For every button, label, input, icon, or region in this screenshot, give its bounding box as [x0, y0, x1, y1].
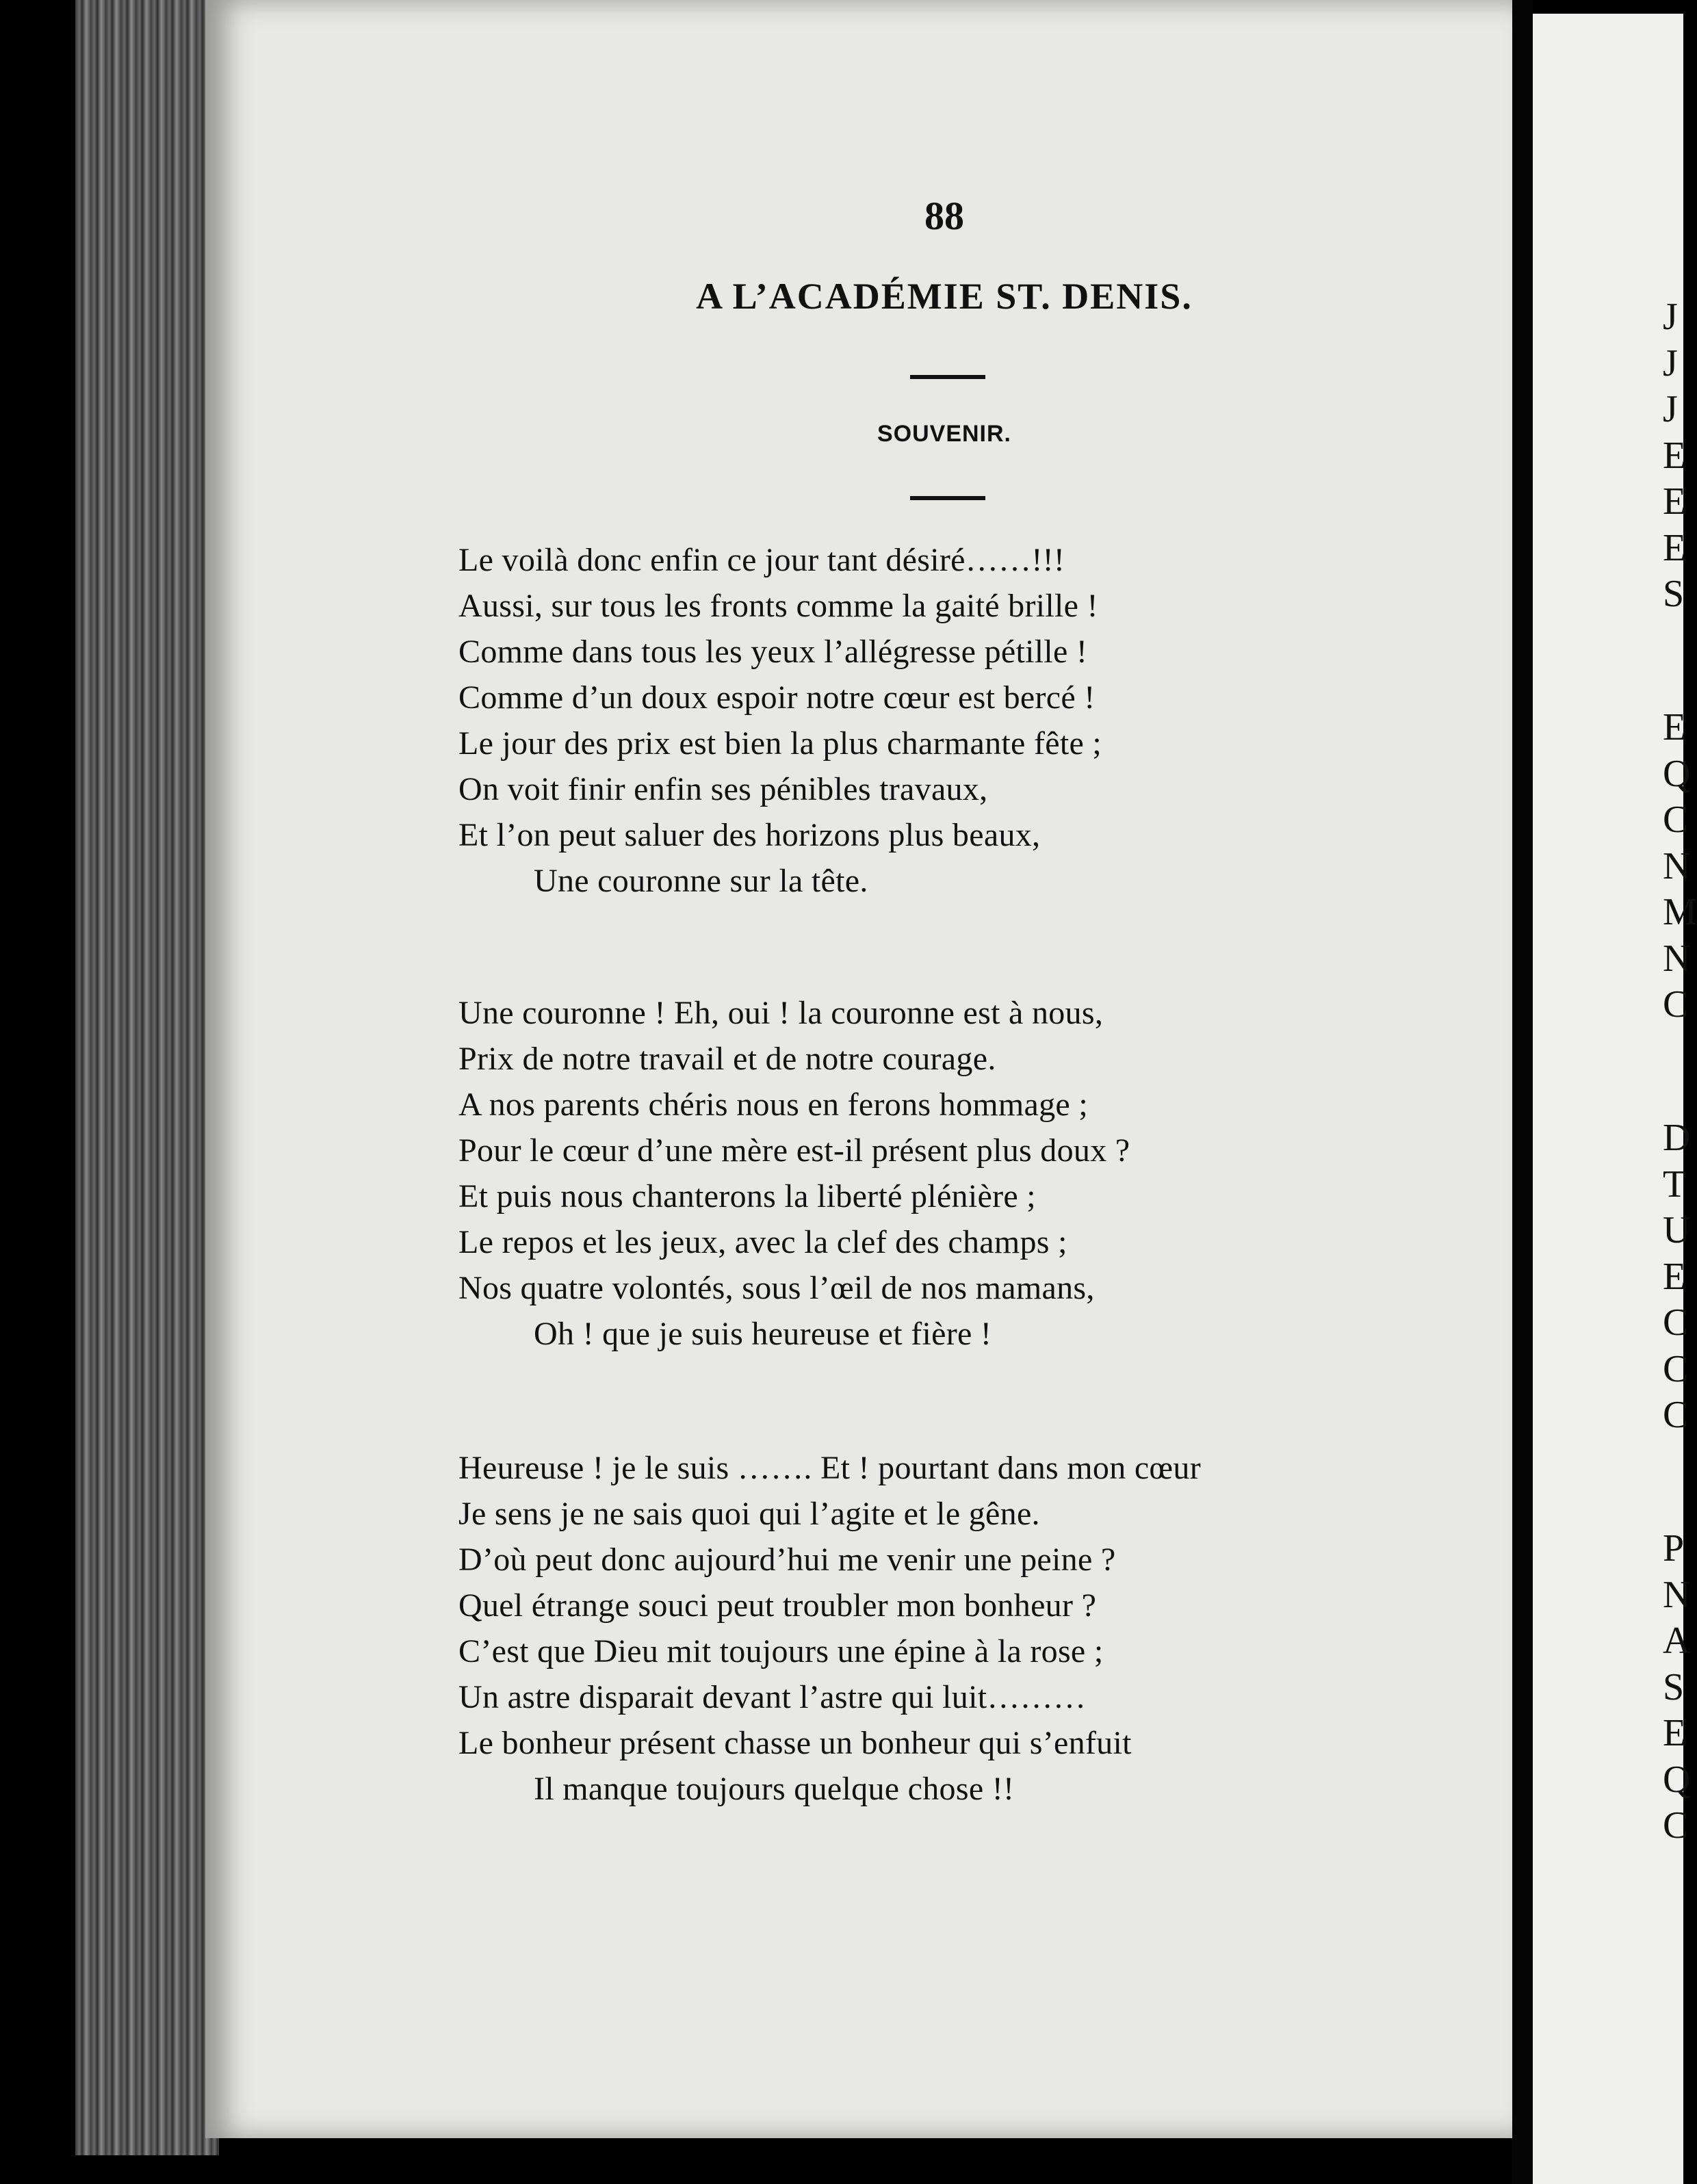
poem-line: Et puis nous chanterons la liberté plénière ;	[458, 1178, 1036, 1214]
facing-page-letter: M	[1663, 891, 1697, 933]
facing-page	[1533, 14, 1683, 2184]
poem-line: Le voilà donc enfin ce jour tant désiré……!!!	[458, 542, 1065, 578]
facing-page-letter: C	[1663, 1301, 1689, 1344]
poem-line: Prix de notre travail et de notre courage.	[458, 1041, 996, 1077]
facing-page-letter: P	[1663, 1527, 1685, 1570]
poem-line: Le repos et les jeux, avec la clef des champs ;	[458, 1224, 1067, 1260]
facing-page-letter: C	[1663, 1394, 1689, 1436]
facing-page-letter: Q	[1663, 1758, 1691, 1801]
book-gutter	[1512, 0, 1533, 2184]
poem-stanza-2	[458, 990, 1437, 1357]
facing-page-letter: J	[1663, 296, 1678, 338]
poem-line: Et l’on peut saluer des horizons plus beaux,	[458, 817, 1041, 853]
facing-page-letter: S	[1663, 573, 1685, 615]
poem-line: On voit finir enfin ses pénibles travaux,	[458, 771, 988, 807]
title-divider	[910, 375, 985, 379]
poem-line: Comme dans tous les yeux l’allégresse pétille !	[458, 634, 1088, 670]
poem-line: Le jour des prix est bien la plus charmante fête ;	[458, 725, 1102, 762]
poem-line: D’où peut donc aujourd’hui me venir une peine ?	[458, 1542, 1116, 1578]
poem-line: Une couronne sur la tête.	[534, 863, 868, 899]
facing-page-letter: N	[1663, 845, 1691, 887]
poem-line: Il manque toujours quelque chose !!	[534, 1771, 1015, 1807]
poem-stanza-1	[458, 537, 1437, 904]
page-number: 88	[924, 194, 964, 238]
facing-page-letter: S	[1663, 1666, 1685, 1708]
poem-line: Oh ! que je suis heureuse et fière !	[534, 1316, 992, 1352]
facing-page-letter: E	[1663, 706, 1687, 749]
subtitle-divider	[910, 496, 985, 500]
facing-page-letter: N	[1663, 937, 1691, 980]
poem-line: Comme d’un doux espoir notre cœur est bercé !	[458, 679, 1096, 716]
poem-line: Je sens je ne sais quoi qui l’agite et le gêne.	[458, 1496, 1040, 1532]
poem-subtitle: SOUVENIR.	[877, 421, 1012, 447]
poem-line: Le bonheur présent chasse un bonheur qui s’enfuit	[458, 1725, 1132, 1761]
facing-page-letter: Q	[1663, 753, 1691, 795]
poem-stanza-3	[458, 1445, 1437, 1812]
poem-line: Pour le cœur d’une mère est-il présent plus doux ?	[458, 1132, 1130, 1169]
facing-page-letter: E	[1663, 434, 1687, 477]
poem-line: Une couronne ! Eh, oui ! la couronne est à nous,	[458, 995, 1104, 1031]
facing-page-letter: T	[1663, 1163, 1687, 1206]
page-title: A L’ACADÉMIE ST. DENIS.	[696, 276, 1193, 317]
facing-page-letters	[1663, 0, 1697, 2184]
facing-page-letter: C	[1663, 1804, 1689, 1847]
facing-page-letter: E	[1663, 480, 1687, 523]
facing-page-letter: D	[1663, 1117, 1691, 1159]
poem-line: Nos quatre volontés, sous l’œil de nos mamans,	[458, 1270, 1095, 1306]
facing-page-letter: E	[1663, 1712, 1687, 1754]
facing-page-letter: A	[1663, 1620, 1691, 1662]
facing-page-letter: J	[1663, 388, 1678, 430]
poem-line: Quel étrange souci peut troubler mon bonheur ?	[458, 1587, 1097, 1624]
facing-page-letter: E	[1663, 527, 1687, 569]
facing-page-letter: C	[1663, 798, 1689, 841]
poem-line: Un astre disparait devant l’astre qui luit………	[458, 1679, 1087, 1715]
book-page-edges	[75, 0, 219, 2155]
poem-line: Heureuse ! je le suis ……. Et ! pourtant dans mon cœur	[458, 1450, 1201, 1486]
poem-line: Aussi, sur tous les fronts comme la gaité brille !	[458, 588, 1098, 624]
poem-line: A nos parents chéris nous en ferons hommage ;	[458, 1087, 1088, 1123]
facing-page-letter: E	[1663, 1256, 1687, 1298]
facing-page-letter: C	[1663, 983, 1689, 1026]
facing-page-letter: J	[1663, 342, 1678, 385]
poem-line: C’est que Dieu mit toujours une épine à la rose ;	[458, 1633, 1104, 1669]
facing-page-letter: U	[1663, 1209, 1691, 1251]
facing-page-letter: N	[1663, 1574, 1691, 1616]
facing-page-letter: C	[1663, 1348, 1689, 1390]
